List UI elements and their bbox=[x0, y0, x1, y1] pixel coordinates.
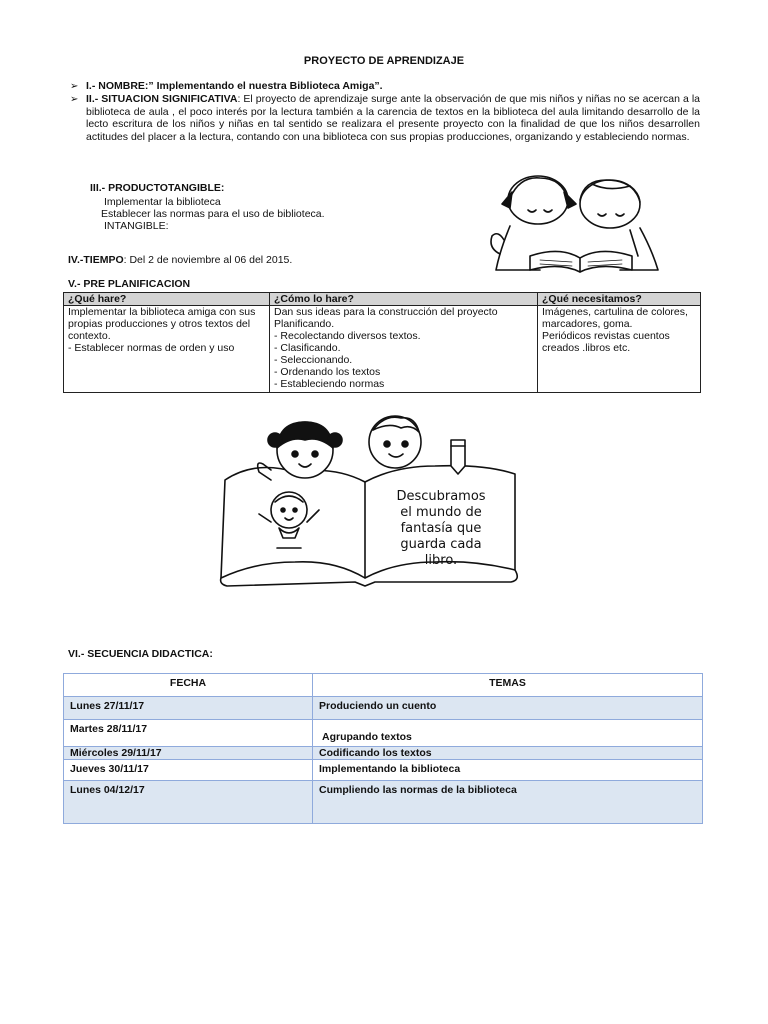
cell-line: Implementar la biblioteca amiga con sus propias producciones y otros textos del contexto. bbox=[68, 306, 256, 342]
header-como-hare: ¿Cómo lo hare? bbox=[270, 293, 538, 306]
tema-cell: Codificando los textos bbox=[313, 747, 703, 760]
table-row bbox=[64, 760, 703, 781]
table-header-row bbox=[64, 674, 703, 697]
cell-que-necesitamos bbox=[538, 306, 701, 393]
preplanificacion-table bbox=[63, 292, 701, 393]
cell-line: - Ordenando los textos bbox=[274, 366, 381, 378]
cell-line: - Estableciendo normas bbox=[274, 378, 385, 390]
arrow-bullet-icon: ➢ bbox=[70, 94, 79, 105]
tema-cell: Agrupando textos bbox=[313, 720, 703, 747]
fecha-cell: Lunes 04/12/17 bbox=[64, 781, 313, 824]
book-text-line-2: el mundo de bbox=[400, 505, 482, 520]
cell-line: - Clasificando. bbox=[274, 342, 341, 354]
cell-line: Dan sus ideas para la construcción del proyecto bbox=[274, 306, 498, 318]
table-header-row bbox=[64, 293, 701, 306]
nombre-label: I.- NOMBRE: bbox=[86, 80, 149, 92]
cell-line: Periódicos revistas cuentos creados .libros etc. bbox=[542, 330, 670, 354]
tema-cell: Cumpliendo las normas de la biblioteca bbox=[313, 781, 703, 824]
table-row bbox=[64, 781, 703, 824]
tema-cell: Implementando la biblioteca bbox=[313, 760, 703, 781]
tema-cell: Produciendo un cuento bbox=[313, 697, 703, 720]
book-text-line-3: fantasía que bbox=[400, 521, 482, 536]
arrow-bullet-icon: ➢ bbox=[70, 81, 79, 92]
cell-line: Imágenes, cartulina de colores, marcadores, goma. bbox=[542, 306, 688, 330]
table-row bbox=[64, 306, 701, 393]
table-row bbox=[64, 747, 703, 760]
section-nombre bbox=[70, 80, 702, 92]
cell-line: - Seleccionando. bbox=[274, 354, 353, 366]
children-reading-illustration bbox=[480, 170, 665, 280]
header-temas: TEMAS bbox=[313, 674, 703, 697]
tiempo-line bbox=[68, 254, 292, 266]
preplanificacion-label: V.- PRE PLANIFICACION bbox=[68, 278, 191, 290]
situacion-label: II.- SITUACION SIGNIFICATIVA bbox=[86, 93, 238, 105]
cell-que-hare bbox=[64, 306, 270, 393]
cell-como-hare bbox=[270, 306, 538, 393]
book-text-line-1: Descubramos bbox=[396, 489, 486, 504]
producto-label: III.- PRODUCTOTANGIBLE: bbox=[90, 182, 225, 194]
producto-line-2: Establecer las normas para el uso de biblioteca. bbox=[101, 208, 325, 220]
situacion-text: : El proyecto de aprendizaje surge ante la observación de que mis niños y niñas no se acercan a la biblioteca de aula , el poco interés por la lectura también a la carencia de textos en la biblioteca del aula limitando desarrollo de la lecto escritura de los niños y niñas en tal sentido se realizara el presente proyecto con la finalidad de que los niños desarrollen actitudes del placer a la lectura, contando con una biblioteca con sus propias producciones, organizando y estableciendo normas. bbox=[86, 93, 700, 143]
cell-line: - Recolectando diversos textos. bbox=[274, 330, 421, 342]
header-que-hare: ¿Qué hare? bbox=[64, 293, 270, 306]
nombre-value: ” Implementando el nuestra Biblioteca Amiga”. bbox=[148, 80, 383, 92]
tiempo-label: IV.-TIEMPO bbox=[68, 254, 124, 266]
fecha-cell: Martes 28/11/17 bbox=[64, 720, 313, 747]
fecha-cell: Miércoles 29/11/17 bbox=[64, 747, 313, 760]
cell-line: - Establecer normas de orden y uso bbox=[68, 342, 235, 354]
fecha-cell: Lunes 27/11/17 bbox=[64, 697, 313, 720]
table-row bbox=[64, 697, 703, 720]
document-title: PROYECTO DE APRENDIZAJE bbox=[303, 55, 465, 67]
book-text-line-4: guarda cada bbox=[400, 537, 482, 552]
book-text-line-5: libro. bbox=[424, 553, 458, 568]
table-row bbox=[64, 720, 703, 747]
tiempo-value: : Del 2 de noviembre al 06 del 2015. bbox=[123, 254, 293, 266]
fecha-cell: Jueves 30/11/17 bbox=[64, 760, 313, 781]
producto-line-1: Implementar la biblioteca bbox=[104, 196, 221, 208]
secuencia-label: VI.- SECUENCIA DIDACTICA: bbox=[68, 648, 213, 660]
secuencia-table bbox=[63, 673, 703, 824]
intangible-label: INTANGIBLE: bbox=[104, 220, 169, 232]
open-book-illustration bbox=[215, 410, 525, 590]
header-fecha: FECHA bbox=[64, 674, 313, 697]
header-que-necesitamos: ¿Qué necesitamos? bbox=[538, 293, 701, 306]
cell-line: Planificando. bbox=[274, 318, 335, 330]
situacion-paragraph bbox=[86, 93, 700, 143]
